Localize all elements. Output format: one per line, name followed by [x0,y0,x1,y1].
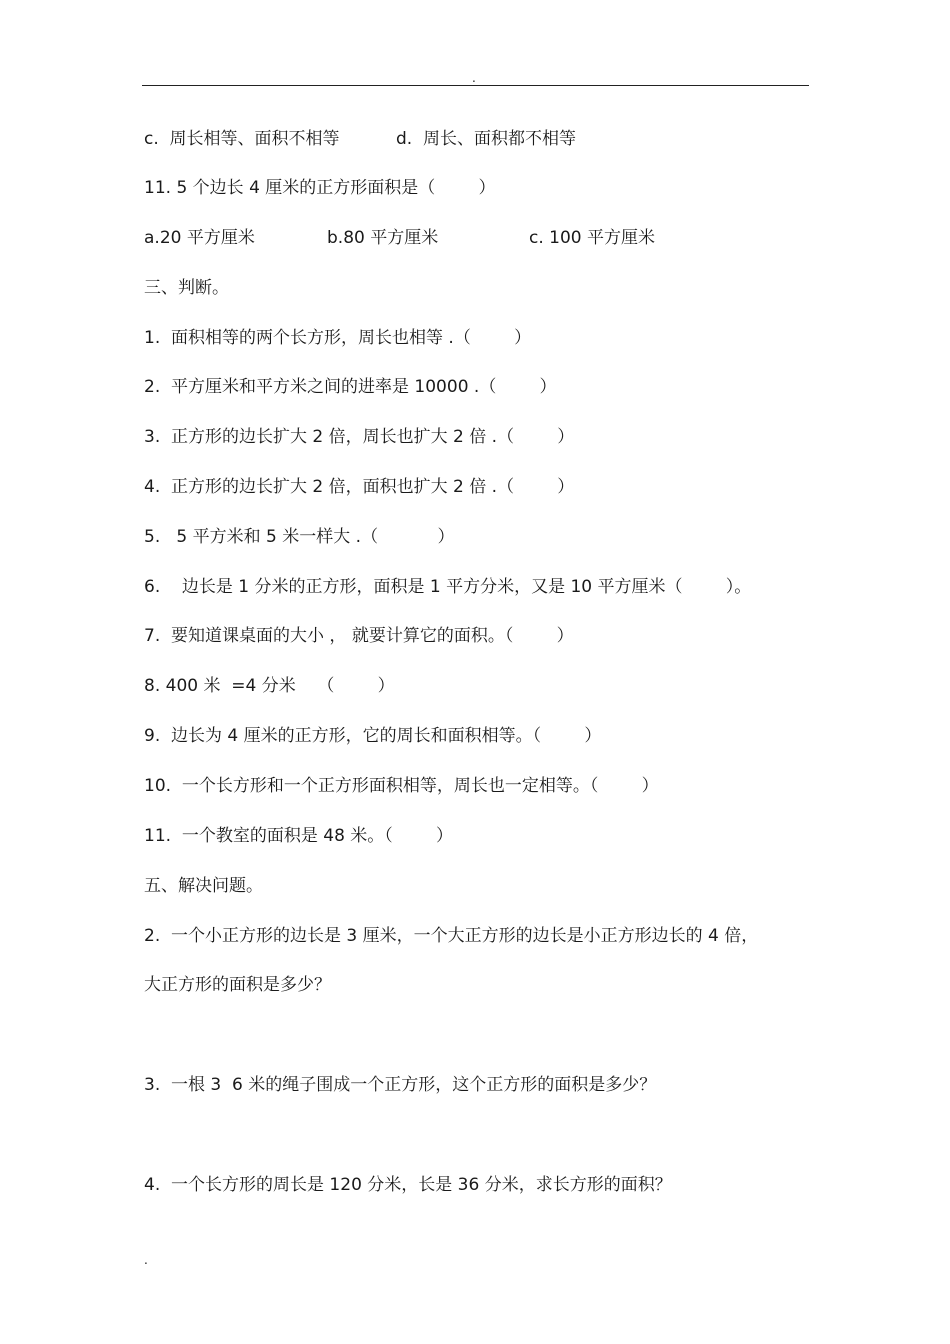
footer-mark: . [144,1253,148,1267]
solve-question-3: 3. 一根 3 6 米的绳子围成一个正方形，这个正方形的面积是多少？ [144,1075,657,1095]
judge-item-11: 11. 一个教室的面积是 48 米。（ ） [144,826,454,846]
option-q11-a: a.20 平方厘米 [144,228,255,248]
judge-item-3: 3. 正方形的边长扩大 2 倍，周长也扩大 2 倍 .（ ） [144,427,575,447]
section-heading-solve: 五、解决问题。 [144,876,263,896]
option-q11-b: b.80 平方厘米 [327,228,439,248]
header-mark: . [472,71,476,85]
judge-item-7: 7. 要知道课桌面的大小 ， 就要计算它的面积。（ ） [144,626,574,646]
judge-item-10: 10. 一个长方形和一个正方形面积相等，周长也一定相等。（ ） [144,776,659,796]
judge-item-5: 5. 5 平方米和 5 米一样大 .（ ） [144,527,455,547]
judge-item-1: 1. 面积相等的两个长方形，周长也相等 .（ ） [144,328,532,348]
judge-item-4: 4. 正方形的边长扩大 2 倍，面积也扩大 2 倍 .（ ） [144,477,575,497]
section-heading-judge: 三、判断。 [144,278,229,298]
solve-question-2-line-1: 2. 一个小正方形的边长是 3 厘米，一个大正方形的边长是小正方形边长的 4 倍， [144,926,759,946]
judge-item-6: 6. 边长是 1 分米的正方形，面积是 1 平方分米，又是 10 平方厘米（ ）。 [144,577,752,597]
solve-question-2-line-2: 大正方形的面积是多少？ [144,975,331,995]
solve-question-4: 4. 一个长方形的周长是 120 分米，长是 36 分米，求长方形的面积？ [144,1175,672,1195]
header-rule [142,85,809,86]
option-q10-d: d. 周长、面积都不相等 [396,129,577,149]
question-11: 11. 5 个边长 4 厘米的正方形面积是（ ） [144,178,496,198]
judge-item-8: 8. 400 米 =4 分米 （ ） [144,676,395,696]
option-q10-c: c. 周长相等、面积不相等 [144,129,340,149]
judge-item-9: 9. 边长为 4 厘米的正方形，它的周长和面积相等。（ ） [144,726,602,746]
judge-item-2: 2. 平方厘米和平方米之间的进率是 10000 .（ ） [144,377,557,397]
option-q11-c: c. 100 平方厘米 [529,228,656,248]
